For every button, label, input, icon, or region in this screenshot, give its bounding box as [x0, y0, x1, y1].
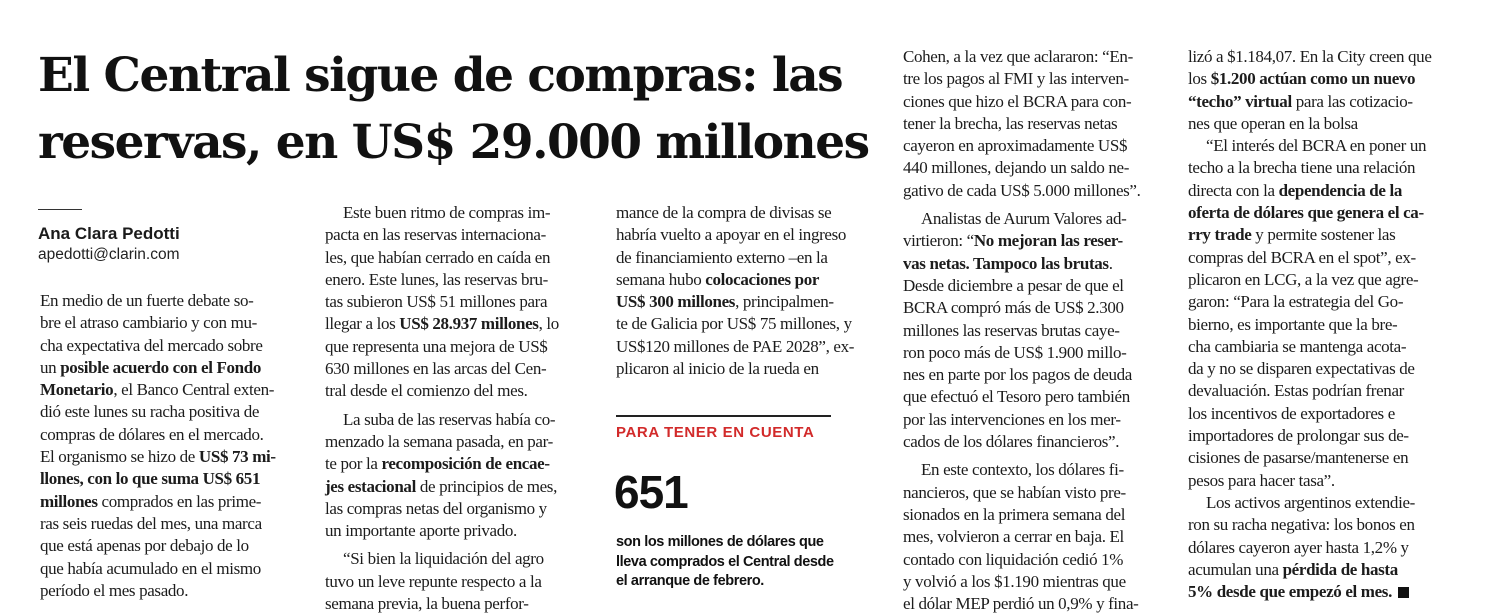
article-line: oferta de dólares que genera el ca- — [1188, 203, 1424, 223]
article-line: da y no se disparen expectativas de — [1188, 359, 1415, 379]
article-line: dólares cayeron ayer hasta 1,2% y — [1188, 537, 1409, 557]
article-line: La suba de las reservas había co- — [343, 409, 556, 429]
article-line: los $1.200 actúan como un nuevo — [1188, 69, 1416, 89]
article-line: En este contexto, los dólares fi- — [921, 460, 1124, 480]
byline-rule — [38, 209, 82, 210]
article-line: el dólar MEP perdió un 0,9% y fina- — [903, 594, 1139, 614]
article-line: Cohen, a la vez que aclararon: “En- — [903, 47, 1133, 66]
article-line: de financiamiento externo –en la — [616, 247, 828, 267]
article-line: cayeron en aproximadamente US$ — [903, 136, 1128, 156]
article-line: semana hubo colocaciones por — [616, 269, 820, 289]
article-line: Monetario, el Banco Central exten- — [40, 380, 275, 400]
sidebox-label: PARA TENER EN CUENTA — [616, 424, 815, 441]
article-line: cisiones de pasarse/mantenerse en — [1188, 448, 1409, 468]
article-line: Desde diciembre a pesar de que el — [903, 275, 1124, 295]
article-line: llones, con lo que suma US$ 651 — [40, 469, 261, 489]
article-line: pacta en las reservas internaciona- — [325, 225, 546, 245]
article-line: Este buen ritmo de compras im- — [343, 203, 551, 222]
article-line: nes en parte por los pagos de deuda — [903, 365, 1132, 385]
article-line: ras seis ruedas del mes, una marca — [40, 513, 262, 533]
article-line: Analistas de Aurum Valores ad- — [921, 209, 1127, 229]
article-line: mance de la compra de divisas se — [616, 203, 832, 222]
article-line: virtieron: “No mejoran las reser- — [903, 231, 1123, 251]
article-line: 630 millones en las arcas del Cen- — [325, 359, 547, 379]
article-line: menzado la semana pasada, en par- — [325, 431, 553, 451]
article-line: En medio de un fuerte debate so- — [40, 291, 254, 310]
article-line: contado con liquidación cedió 1% — [903, 549, 1124, 569]
article-line: te de Galicia por US$ 75 millones, y — [616, 314, 852, 334]
headline-line-2: reservas, en US$ 29.000 millones — [38, 115, 869, 170]
article-line: un importante aporte privado. — [325, 521, 517, 541]
article-line: BCRA compró más de US$ 2.300 — [903, 298, 1124, 318]
article-line: cha cambiaria se mantenga acota- — [1188, 336, 1407, 356]
article-line: ron su racha negativa: los bonos en — [1188, 515, 1415, 535]
article-line: que había acumulado en el mismo — [40, 558, 261, 578]
article-line: que representa una mejora de US$ — [325, 336, 548, 356]
article-line: importadores de prolongar sus de- — [1188, 426, 1409, 446]
article-line: habría vuelto a apoyar en el ingreso — [616, 225, 847, 245]
article-line: nancieros, que se habían visto pre- — [903, 482, 1126, 502]
sidebox-caption-line: el arranque de febrero. — [616, 573, 764, 589]
sidebox-caption — [616, 533, 886, 592]
article-line: US$120 millones de PAE 2028”, ex- — [616, 336, 855, 356]
article-column-4 — [903, 46, 1171, 615]
article-line: Los activos argentinos extendie- — [1206, 492, 1415, 512]
article-line: semana previa, la buena perfor- — [325, 594, 529, 614]
article-line: tener la brecha, las reservas netas — [903, 113, 1118, 133]
article-line: “El interés del BCRA en poner un — [1206, 136, 1427, 156]
article-line: mes, volvieron a cerrar en baja. El — [903, 527, 1124, 547]
headline-line-1: El Central sigue de compras: las — [38, 48, 843, 103]
article-line: millones comprados en las prime- — [40, 491, 262, 511]
article-line: que efectuó el Tesoro pero también — [903, 387, 1130, 407]
article-line: que está apenas por debajo de lo — [40, 536, 249, 556]
article-line: vas netas. Tampoco las brutas. — [903, 253, 1113, 273]
article-line: El organismo se hizo de US$ 73 mi- — [40, 447, 276, 467]
end-of-article-icon — [1398, 587, 1409, 598]
article-column-1 — [40, 290, 308, 602]
article-line: compras del BCRA en el spot”, ex- — [1188, 247, 1416, 267]
article-line: bre el atraso cambiario y con mu- — [40, 313, 257, 333]
article-line: los incentivos de exportadores e — [1188, 403, 1395, 423]
article-column-5 — [1188, 46, 1456, 603]
article-line: tas subieron US$ 51 millones para — [325, 292, 548, 312]
article-line: y volvió a los $1.190 mientras que — [903, 571, 1126, 591]
headline — [38, 42, 888, 176]
article-line: bierno, es importante que la bre- — [1188, 314, 1398, 334]
article-line: período el mes pasado. — [40, 580, 189, 600]
article-line: plicaron al inicio de la rueda en — [616, 359, 819, 379]
article-line: dió este lunes su racha positiva de — [40, 402, 260, 422]
article-line: acumulan una pérdida de hasta — [1188, 559, 1398, 579]
article-line: un posible acuerdo con el Fondo — [40, 357, 262, 377]
article-line: US$ 300 millones, principalmen- — [616, 292, 834, 312]
article-line: te por la recomposición de encae- — [325, 454, 550, 474]
article-line: cados de los dólares financieros”. — [903, 432, 1120, 452]
article-line: techo a la brecha tiene una relación — [1188, 158, 1416, 178]
author-email[interactable]: apedotti@clarin.com — [38, 246, 180, 263]
article-line: ciones que hizo el BCRA para con- — [903, 91, 1132, 111]
article-line: 440 millones, dejando un saldo ne- — [903, 158, 1130, 178]
sidebox-caption-line: son los millones de dólares que — [616, 534, 824, 550]
article-line: enero. Este lunes, las reservas bru- — [325, 269, 548, 289]
article-column-2 — [325, 202, 593, 615]
article-line: sionados en la primera semana del — [903, 504, 1126, 524]
article-line: les, que habían cerrado en caída en — [325, 247, 551, 267]
article-line: garon: “Para la estrategia del Go- — [1188, 292, 1404, 312]
article-line: tre los pagos al FMI y las interven- — [903, 69, 1129, 89]
article-line: rry trade y permite sostener las — [1188, 225, 1396, 245]
article-line: plicaron en LCG, a la vez que agre- — [1188, 269, 1419, 289]
article-column-3 — [616, 202, 884, 380]
article-line: “Si bien la liquidación del agro — [343, 549, 544, 569]
article-line: “techo” virtual para las cotizacio- — [1188, 91, 1413, 111]
article-line: millones las reservas brutas caye- — [903, 320, 1120, 340]
article-line: directa con la dependencia de la — [1188, 180, 1403, 200]
sidebox-rule — [616, 415, 831, 417]
article-line: pesos para hacer tasa”. — [1188, 470, 1335, 490]
article-line: nes que operan en la bolsa — [1188, 113, 1358, 133]
article-line: devaluación. Estas podrían frenar — [1188, 381, 1404, 401]
article-line: por las intervenciones en los mer- — [903, 409, 1121, 429]
sidebox-number: 651 — [614, 466, 688, 518]
article-line: gativo de cada US$ 5.000 millones”. — [903, 180, 1141, 200]
article-line: llegar a los US$ 28.937 millones, lo — [325, 314, 559, 334]
article-line: cha expectativa del mercado sobre — [40, 335, 263, 355]
article-line: 5% desde que empezó el mes. — [1188, 581, 1456, 603]
article-line: ron poco más de US$ 1.900 millo- — [903, 342, 1127, 362]
article-line: jes estacional de principios de mes, — [325, 476, 557, 496]
article-line: compras de dólares en el mercado. — [40, 424, 264, 444]
article-line: tuvo un leve repunte respecto a la — [325, 571, 542, 591]
author-name: Ana Clara Pedotti — [38, 224, 180, 243]
article-line: tral desde el comienzo del mes. — [325, 381, 528, 401]
article-line: lizó a $1.184,07. En la City creen que — [1188, 47, 1432, 66]
sidebox-caption-line: lleva comprados el Central desde — [616, 553, 834, 570]
article-line: las compras netas del organismo y — [325, 498, 547, 518]
